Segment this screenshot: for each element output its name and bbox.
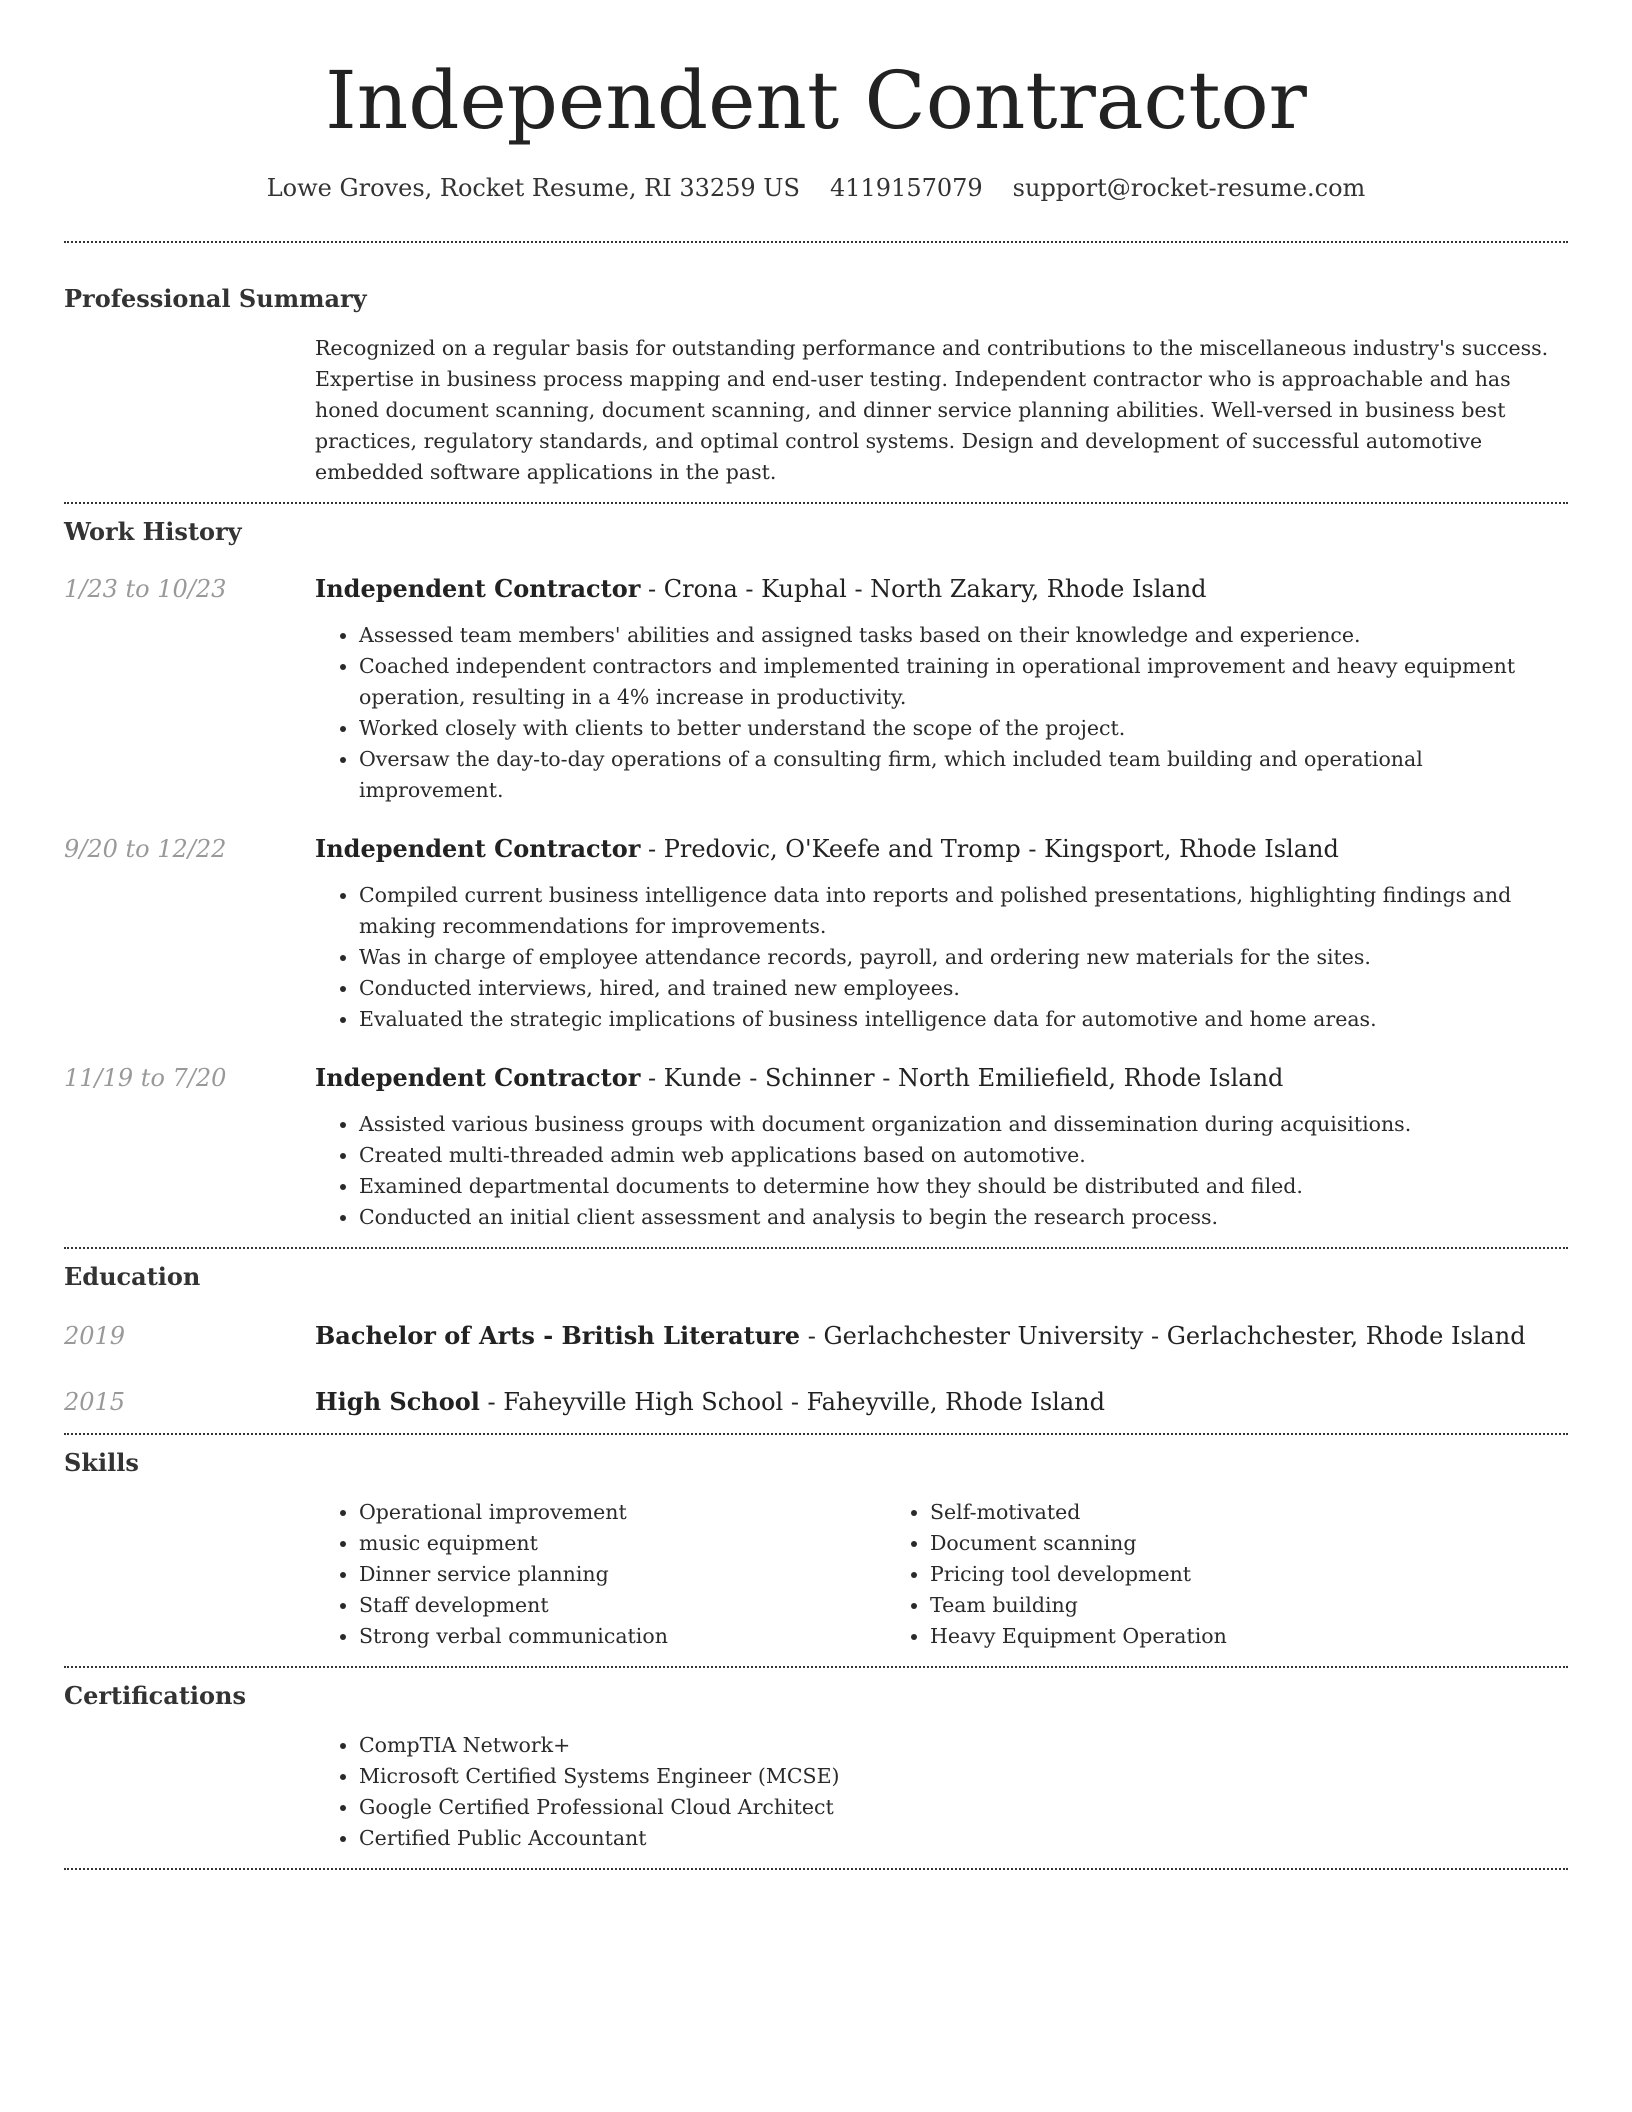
job-bullets	[315, 620, 1568, 806]
skill-item: • Pricing tool development	[930, 1559, 1457, 1590]
certification-item: • Certified Public Accountant	[359, 1823, 1568, 1854]
education-degree: Bachelor of Arts - British Literature	[315, 1321, 801, 1350]
job-body	[315, 572, 1568, 806]
job-entry	[64, 572, 1568, 806]
job-bullet: • Conducted an initial client assessment and analysis to begin the research process.	[359, 1202, 1568, 1233]
job-title-line	[315, 832, 1568, 866]
contact-line	[64, 170, 1568, 206]
job-bullets	[315, 1109, 1568, 1233]
job-bullet: • Created multi-threaded admin web applications based on automotive.	[359, 1140, 1568, 1171]
skill-item: • Strong verbal communication	[359, 1621, 886, 1652]
job-role: Independent Contractor	[315, 1063, 641, 1092]
job-bullet: • Evaluated the strategic implications of business intelligence data for automotive and home areas.	[359, 1004, 1568, 1035]
job-role: Independent Contractor	[315, 574, 641, 603]
job-bullets	[315, 880, 1568, 1035]
education-degree: High School	[315, 1387, 480, 1416]
job-body	[315, 1061, 1568, 1233]
education-year: 2015	[64, 1388, 126, 1416]
job-bullet: • Worked closely with clients to better understand the scope of the project.	[359, 713, 1568, 744]
section-title-skills: Skills	[64, 1448, 139, 1477]
certification-item: • Microsoft Certified Systems Engineer (MCSE)	[359, 1761, 1568, 1792]
contact-phone: 4119157079	[829, 174, 983, 202]
contact-address: Lowe Groves, Rocket Resume, RI 33259 US	[266, 174, 800, 202]
job-entry	[64, 832, 1568, 1035]
job-bullet: • Coached independent contractors and implemented training in operational improvement and heavy equipment operation, resulting in a 4% increase in productivity.	[359, 651, 1568, 713]
contact-email: support@rocket-resume.com	[1012, 174, 1366, 202]
certification-item: • CompTIA Network+	[359, 1730, 1568, 1761]
job-dates: 1/23 to 10/23	[64, 575, 227, 603]
certifications-block	[315, 1730, 1568, 1868]
job-dates: 9/20 to 12/22	[64, 835, 227, 863]
skill-item: • Staff development	[359, 1590, 886, 1621]
job-details: - Predovic, O'Keefe and Tromp - Kingsport, Rhode Island	[640, 835, 1339, 863]
job-details: - Kunde - Schinner - North Emiliefield, Rhode Island	[640, 1064, 1284, 1092]
education-body	[315, 1385, 1568, 1419]
skills-section	[64, 1435, 1568, 1666]
job-bullet: • Examined departmental documents to determine how they should be distributed and filed.	[359, 1171, 1568, 1202]
section-title-summary: Professional Summary	[64, 284, 367, 313]
section-title-certifications: Certifications	[64, 1681, 247, 1710]
job-dates: 11/19 to 7/20	[64, 1064, 227, 1092]
divider	[64, 1868, 1568, 1870]
resume-name: Independent Contractor	[325, 54, 1307, 147]
work-history-section	[64, 504, 1568, 1247]
certification-item: • Google Certified Professional Cloud Architect	[359, 1792, 1568, 1823]
job-title-line	[315, 1061, 1568, 1095]
job-bullet: • Assessed team members' abilities and assigned tasks based on their knowledge and experience.	[359, 620, 1568, 651]
section-title-work-history: Work History	[64, 517, 242, 546]
education-body	[315, 1319, 1568, 1353]
skill-item: • Operational improvement	[359, 1497, 886, 1528]
job-role: Independent Contractor	[315, 834, 641, 863]
skill-item: • Dinner service planning	[359, 1559, 886, 1590]
skill-item: • Team building	[930, 1590, 1457, 1621]
skill-item: • music equipment	[359, 1528, 886, 1559]
summary-text: Recognized on a regular basis for outstanding performance and contributions to the miscellaneous industry's success. Expertise in business process mapping and end-user testing. Independent contractor who is approachable and has honed document scanning, document scanning, and dinner service planning abilities. Well-versed in business best practices, regulatory standards, and optimal control systems. Design and development of successful automotive embedded software applications in the past.	[315, 336, 1549, 484]
skill-item: • Heavy Equipment Operation	[930, 1621, 1457, 1652]
section-title-education: Education	[64, 1262, 201, 1291]
education-title-line	[315, 1385, 1568, 1419]
job-bullet: • Was in charge of employee attendance records, payroll, and ordering new materials for the sites.	[359, 942, 1568, 973]
education-entry	[64, 1385, 1568, 1419]
job-bullet: • Conducted interviews, hired, and trained new employees.	[359, 973, 1568, 1004]
job-entry	[64, 1061, 1568, 1233]
job-bullet: • Oversaw the day-to-day operations of a consulting firm, which included team building and operational improvement.	[359, 744, 1568, 806]
education-title-line	[315, 1319, 1568, 1353]
education-details: - Faheyville High School - Faheyville, Rhode Island	[479, 1388, 1105, 1416]
skills-list-left	[315, 1497, 886, 1652]
certifications-section	[64, 1668, 1568, 1868]
skills-columns	[315, 1497, 1568, 1666]
summary-section	[64, 283, 1568, 502]
education-year: 2019	[64, 1322, 126, 1350]
skill-item: • Self-motivated	[930, 1497, 1457, 1528]
skills-list-right	[886, 1497, 1457, 1652]
resume-page	[64, 0, 1568, 1870]
education-section	[64, 1249, 1568, 1433]
skill-item: • Document scanning	[930, 1528, 1457, 1559]
job-body	[315, 832, 1568, 1035]
certifications-list	[315, 1730, 1568, 1854]
education-details: - Gerlachchester University - Gerlachchester, Rhode Island	[800, 1322, 1526, 1350]
divider	[64, 241, 1568, 243]
education-entry	[64, 1319, 1568, 1353]
job-bullet: • Assisted various business groups with document organization and dissemination during acquisitions.	[359, 1109, 1568, 1140]
job-details: - Crona - Kuphal - North Zakary, Rhode Island	[640, 575, 1207, 603]
job-bullet: • Compiled current business intelligence data into reports and polished presentations, highlighting findings and making recommendations for improvements.	[359, 880, 1568, 942]
job-title-line	[315, 572, 1568, 606]
